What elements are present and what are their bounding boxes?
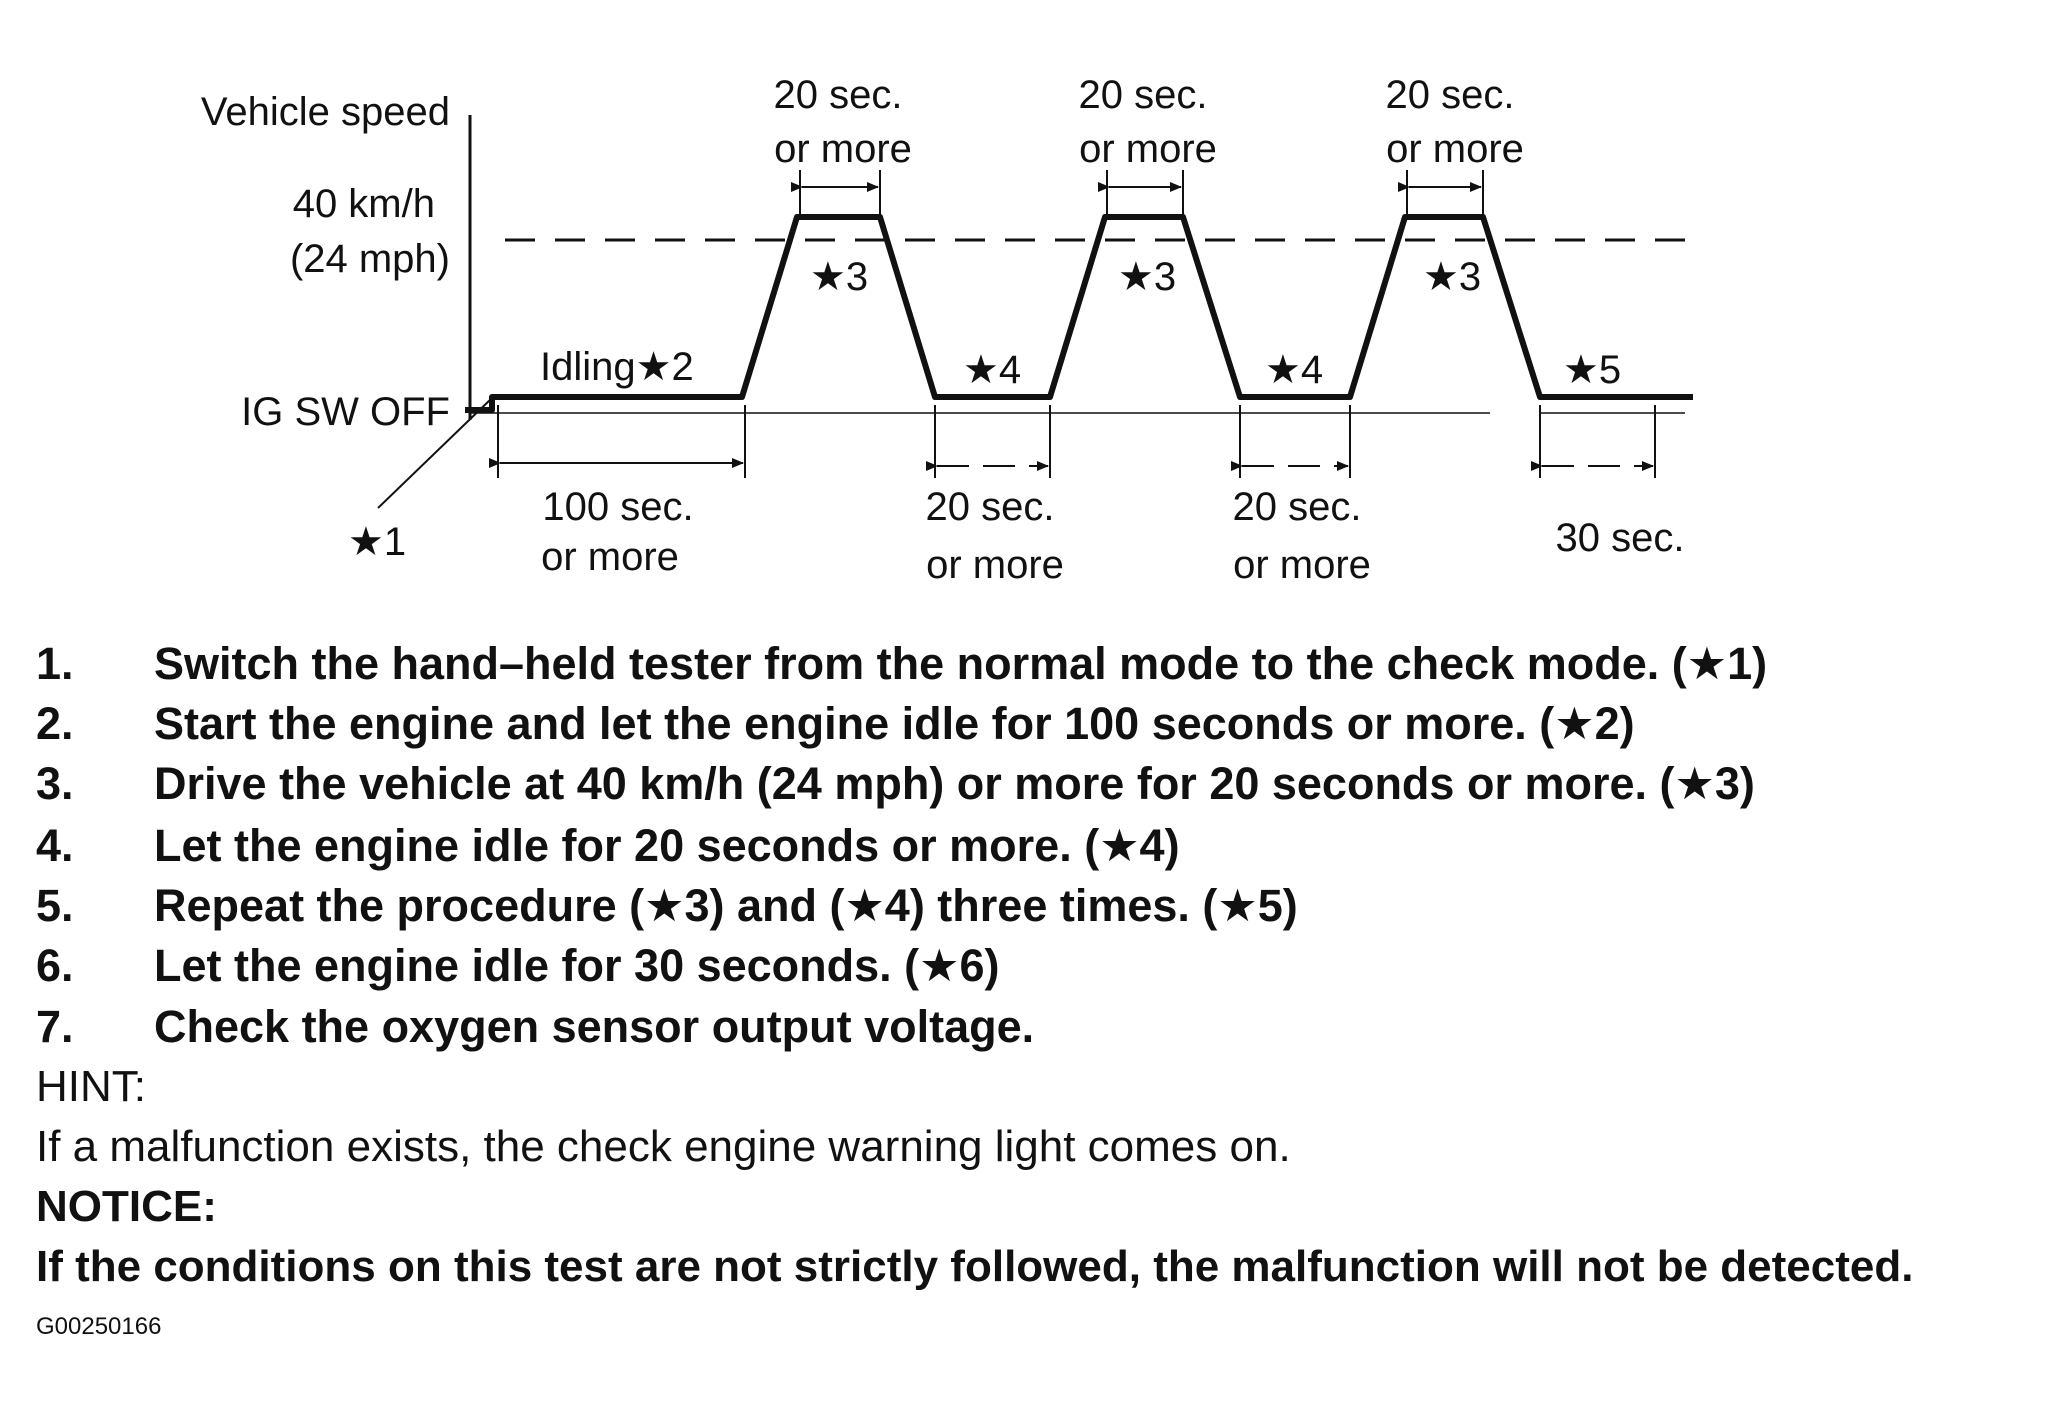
step-number: 4. (36, 820, 74, 871)
baseline-label: IG SW OFF (241, 390, 450, 434)
speed-label-line1: 40 km/h (292, 182, 435, 226)
step-4 (36, 820, 1180, 872)
bottom-duration-markers (498, 405, 1655, 478)
top-duration-1-line1: 20 sec. (773, 73, 903, 117)
step-5 (36, 880, 1298, 932)
notice-text: If the conditions on this test are not strictly followed, the malfunction will not be detected. (36, 1242, 1914, 1291)
step-number: 6. (36, 940, 74, 991)
speed-label-line2: (24 mph) (289, 237, 450, 281)
step-1 (36, 638, 1767, 690)
star1-label: ★1 (348, 520, 407, 564)
hint-text: If a malfunction exists, the check engine warning light comes on. (36, 1122, 1291, 1171)
step-text: Check the oxygen sensor output voltage. (154, 1001, 1035, 1052)
plateau-label-2: ★3 (1118, 255, 1177, 299)
step-number: 7. (36, 1001, 74, 1052)
idling-label: Idling★2 (540, 345, 694, 389)
bottom-duration-4-line1: 30 sec. (1555, 516, 1685, 560)
step-text: Repeat the procedure (★3) and (★4) three times. (★5) (154, 880, 1298, 931)
valley-label-2: ★4 (1265, 348, 1324, 392)
step-2 (36, 698, 1635, 750)
step-3 (36, 758, 1755, 810)
top-duration-3-line1: 20 sec. (1385, 73, 1515, 117)
top-duration-2-line1: 20 sec. (1078, 73, 1208, 117)
step-text: Start the engine and let the engine idle for 100 seconds or more. (★2) (154, 698, 1635, 749)
step-text: Let the engine idle for 30 seconds. (★6) (154, 940, 1000, 991)
valley-label-3: ★5 (1563, 348, 1622, 392)
bottom-duration-2-line1: 20 sec. (925, 485, 1055, 529)
step-number: 1. (36, 638, 74, 689)
bottom-duration-1-line2: or more (541, 535, 679, 579)
step-number: 3. (36, 758, 74, 809)
step-number: 5. (36, 880, 74, 931)
step-6 (36, 940, 1000, 992)
bottom-duration-3-line1: 20 sec. (1232, 485, 1362, 529)
figure-code: G00250166 (36, 1313, 162, 1340)
step-7 (36, 1001, 1034, 1053)
top-duration-2-line2: or more (1079, 127, 1217, 171)
bottom-duration-3-line2: or more (1233, 543, 1371, 587)
hint-heading: HINT: (36, 1062, 146, 1111)
bottom-duration-1-line1: 100 sec. (542, 485, 694, 529)
drive-pattern-diagram (0, 0, 2067, 620)
valley-label-1: ★4 (963, 348, 1022, 392)
plateau-label-3: ★3 (1423, 255, 1482, 299)
top-duration-1-line2: or more (774, 127, 912, 171)
step-text: Switch the hand–held tester from the normal mode to the check mode. (★1) (154, 638, 1768, 689)
notice-heading: NOTICE: (36, 1182, 217, 1231)
step-number: 2. (36, 698, 74, 749)
top-duration-3-line2: or more (1386, 127, 1524, 171)
step-text: Drive the vehicle at 40 km/h (24 mph) or more for 20 seconds or more. (★3) (154, 758, 1755, 809)
y-axis-label: Vehicle speed (200, 90, 450, 134)
top-duration-markers (800, 170, 1483, 215)
bottom-duration-2-line2: or more (926, 543, 1064, 587)
step-text: Let the engine idle for 20 seconds or more. (★4) (154, 820, 1180, 871)
plateau-label-1: ★3 (810, 255, 869, 299)
